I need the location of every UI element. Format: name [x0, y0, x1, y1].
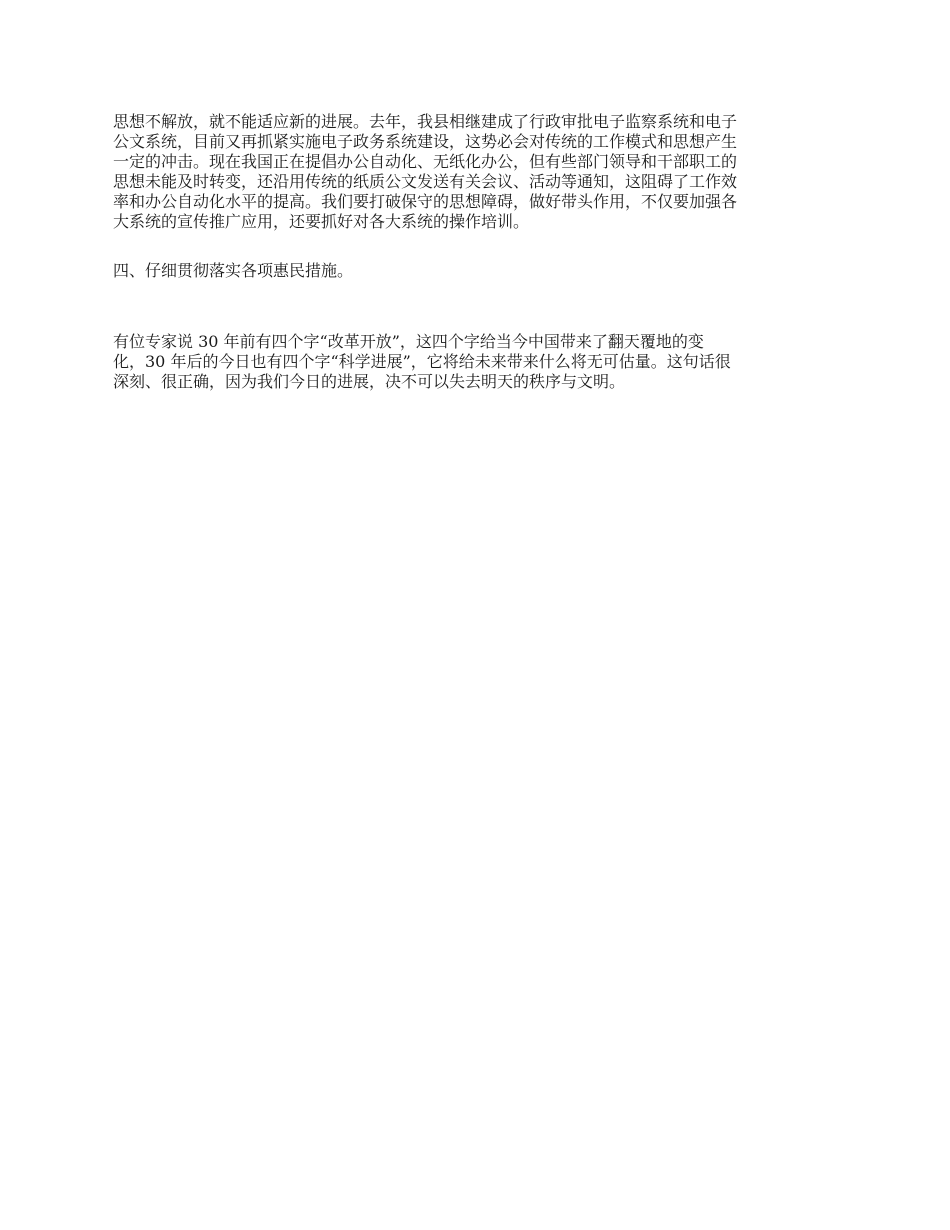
paragraph-line: 化，30 年后的今日也有四个字“科学进展”，它将给未来带来什么将无可估量。这句话很	[113, 352, 731, 371]
section-heading-4: 四、仔细贯彻落实各项惠民措施。	[113, 261, 354, 280]
paragraph-expert-quote	[113, 332, 843, 392]
paragraph-line: 公文系统，目前又再抓紧实施电子政务系统建设，这势必会对传统的工作模式和思想产生	[113, 132, 738, 151]
paragraph-liberation-of-thought	[113, 112, 843, 232]
paragraph-line: 率和办公自动化水平的提高。我们要打破保守的思想障碍，做好带头作用，不仅要加强各	[113, 192, 738, 211]
paragraph-line: 深刻、很正确，因为我们今日的进展，决不可以失去明天的秩序与文明。	[113, 372, 626, 391]
paragraph-line: 思想不解放，就不能适应新的进展。去年，我县相继建成了行政审批电子监察系统和电子	[113, 112, 738, 131]
paragraph-line: 有位专家说 30 年前有四个字“改革开放”，这四个字给当今中国带来了翻天覆地的变	[113, 332, 704, 351]
paragraph-line: 思想未能及时转变，还沿用传统的纸质公文发送有关会议、活动等通知，这阻碍了工作效	[113, 172, 738, 191]
paragraph-line: 一定的冲击。现在我国正在提倡办公自动化、无纸化办公，但有些部门领导和干部职工的	[113, 152, 738, 171]
paragraph-line: 大系统的宣传推广应用，还要抓好对各大系统的操作培训。	[113, 212, 530, 231]
